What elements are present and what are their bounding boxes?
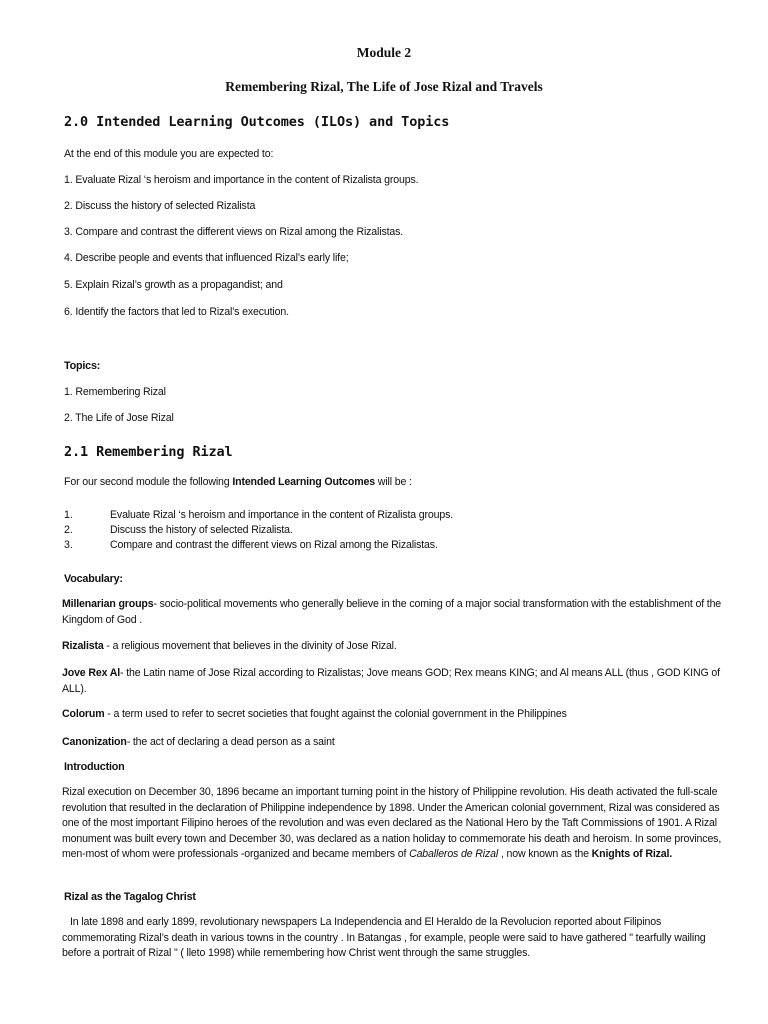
ilo-intro: At the end of this module you are expected to: bbox=[64, 148, 274, 160]
tagalog-christ-paragraph: In late 1898 and early 1899, revolutionary newspapers La Independencia and El Heraldo de la Revolucion reported about Filipinos commemorating Rizal’s death in various towns in the country . In Batangas , for example, people were said to have gathered " tearfully wailing before a portrait of Rizal " ( lleto 1998) while remembering how Christ went through the same struggles. bbox=[62, 916, 706, 959]
outcome-number: 2. bbox=[64, 524, 73, 536]
remembering-intro: For our second module the following Intended Learning Outcomes will be : bbox=[64, 476, 412, 488]
vocab-definition: - the Latin name of Jose Rizal according to Rizalistas; Jove means GOD; Rex means KING; and Al means ALL (thus , GOD KING of ALL). bbox=[62, 667, 720, 695]
topic-item-2: 2. The Life of Jose Rizal bbox=[64, 412, 174, 424]
vocab-definition: - a religious movement that believes in the divinity of Jose Rizal. bbox=[103, 640, 397, 652]
outcome-text: Compare and contrast the different views on Rizal among the Rizalistas. bbox=[110, 539, 438, 551]
ilo-outcome-2: 2. Discuss the history of selected Rizalista bbox=[64, 200, 256, 212]
vocab-term: Colorum bbox=[62, 708, 105, 720]
vocab-entry-millenarian bbox=[62, 597, 722, 628]
ilo-bold-phrase: Intended Learning Outcomes bbox=[232, 476, 375, 488]
vocab-term: Canonization bbox=[62, 736, 127, 748]
introduction-label: Introduction bbox=[64, 761, 125, 773]
outcome-text: Discuss the history of selected Rizalista. bbox=[110, 524, 293, 536]
vocab-entry-colorum bbox=[62, 707, 722, 723]
ilo-outcome-6: 6. Identify the factors that led to Rizal’s execution. bbox=[64, 306, 289, 318]
vocab-term: Millenarian groups bbox=[62, 598, 154, 610]
vocab-definition: - the act of declaring a dead person as a saint bbox=[126, 736, 335, 748]
vocab-entry-jove-rex-al bbox=[62, 666, 722, 697]
ilo-outcome-4: 4. Describe people and events that influenced Rizal’s early life; bbox=[64, 252, 349, 264]
vocab-term: Rizalista bbox=[62, 640, 104, 652]
ilo-outcome-1: 1. Evaluate Rizal ‘s heroism and importance in the content of Rizalista groups. bbox=[64, 174, 419, 186]
tagalog-christ-label: Rizal as the Tagalog Christ bbox=[64, 891, 196, 903]
outcome-text: Evaluate Rizal ‘s heroism and importance in the content of Rizalista groups. bbox=[110, 509, 454, 521]
section-heading-remembering: 2.1 Remembering Rizal bbox=[64, 444, 233, 460]
vocab-definition: - socio-political movements who generally believe in the coming of a major social transformation with the establishment of the Kingdom of God . bbox=[62, 598, 722, 626]
section-heading-ilo: 2.0 Intended Learning Outcomes (ILOs) and Topics bbox=[64, 114, 450, 130]
topics-label: Topics: bbox=[64, 360, 101, 372]
vocab-entry-canonization bbox=[62, 735, 722, 751]
caballeros-italic: Caballeros de Rizal bbox=[409, 848, 499, 860]
outcome-number: 1. bbox=[64, 509, 73, 521]
vocabulary-label: Vocabulary: bbox=[64, 573, 123, 585]
vocab-term: Jove Rex Al bbox=[62, 667, 121, 679]
ilo-outcome-3: 3. Compare and contrast the different views on Rizal among the Rizalistas. bbox=[64, 226, 404, 238]
knights-bold: Knights of Rizal. bbox=[591, 848, 673, 860]
outcome-number: 3. bbox=[64, 539, 73, 551]
module-title: Remembering Rizal, The Life of Jose Rizal and Travels bbox=[225, 79, 543, 94]
introduction-paragraph: Rizal execution on December 30, 1896 became an important turning point in the history of Philippine revolution. His death activated the full-scale revolution that resulted in the declaration of Philippine independence by 1898. Under the American colonial government, Rizal was considered as one of the most important Filipino heroes of the revolution and was even declared as the National Hero by the Taft Commissions of 1901. A Rizal monument was built every town and December 30, was declared as a nation holiday to commemorate his death and heroism. In some provinces, men-most of whom were professionals -organized and became members of Caballeros de Rizal , now known as the Knights of Rizal. bbox=[62, 786, 722, 860]
ilo-outcome-5: 5. Explain Rizal’s growth as a propagandist; and bbox=[64, 279, 283, 291]
topic-item-1: 1. Remembering Rizal bbox=[64, 386, 166, 398]
vocab-entry-rizalista bbox=[62, 639, 722, 655]
vocab-definition: - a term used to refer to secret societies that fought against the colonial government in the Philippines bbox=[104, 708, 567, 720]
module-number: Module 2 bbox=[356, 45, 412, 60]
